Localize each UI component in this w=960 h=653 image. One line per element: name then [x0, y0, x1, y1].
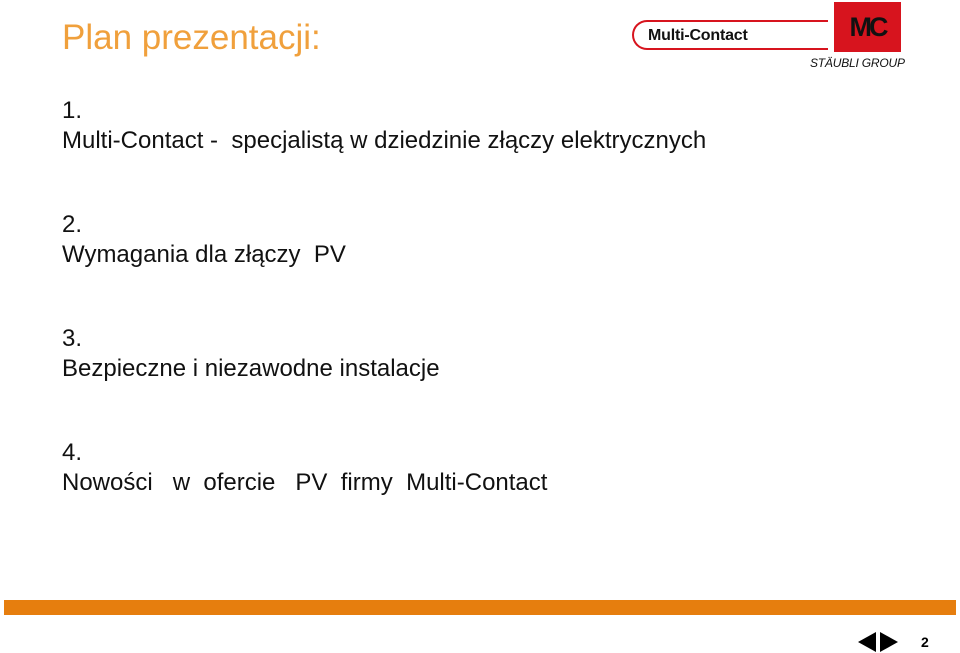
- agenda-item-text: Wymagania dla złączy PV: [62, 241, 346, 268]
- footer-bar: [4, 600, 956, 615]
- logo-brand-outline: [632, 20, 828, 50]
- triangle-right-icon[interactable]: [880, 632, 898, 652]
- agenda-item-text: Bezpieczne i niezawodne instalacje: [62, 355, 440, 382]
- slide-title: Plan prezentacji:: [62, 18, 321, 57]
- logo-mc-mark: MC: [834, 2, 901, 52]
- agenda-item: [62, 97, 706, 211]
- page-number: 2: [921, 634, 929, 650]
- agenda-item: [62, 439, 706, 553]
- agenda-item-number: 2.: [62, 211, 83, 238]
- logo-brand-text: Multi-Contact: [648, 27, 748, 44]
- triangle-left-icon[interactable]: [858, 632, 876, 652]
- agenda-item: [62, 325, 706, 439]
- agenda-item: [62, 211, 706, 325]
- agenda-item-number: 3.: [62, 325, 83, 352]
- agenda-item-number: 4.: [62, 439, 83, 466]
- logo-group-text: STÄUBLI GROUP: [810, 56, 905, 70]
- agenda-item-number: 1.: [62, 97, 83, 124]
- agenda-list: [62, 97, 706, 553]
- agenda-item-text: Multi-Contact - specjalistą w dziedzinie złączy elektrycznych: [62, 127, 707, 154]
- multi-contact-logo: [630, 0, 960, 75]
- agenda-item-text: Nowości w ofercie PV firmy Multi-Contact: [62, 469, 548, 496]
